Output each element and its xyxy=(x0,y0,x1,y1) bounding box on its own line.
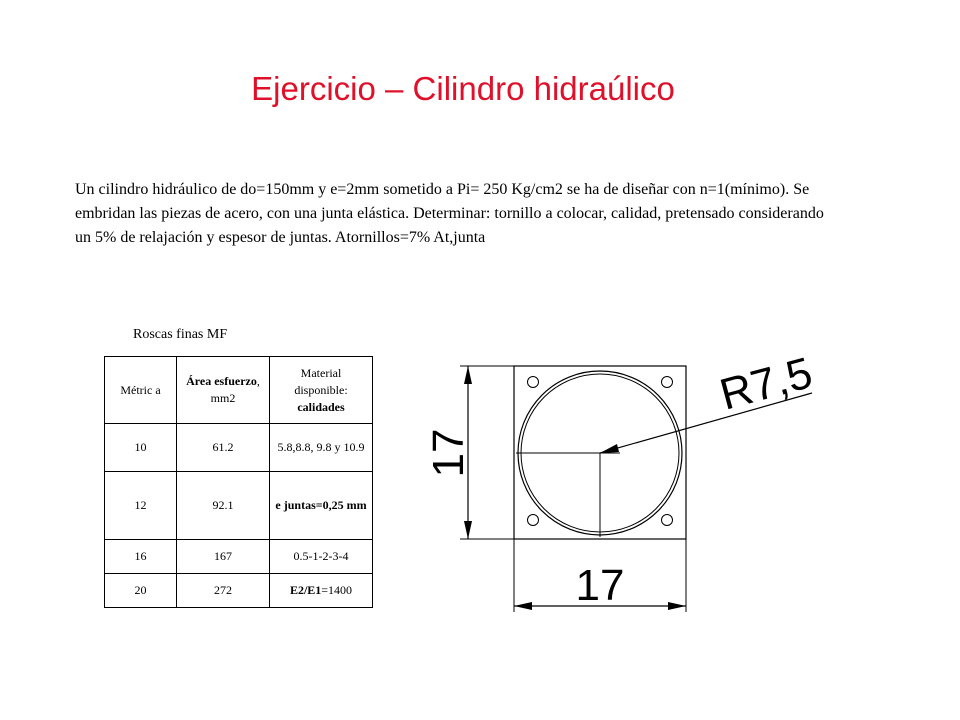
cell-area: 272 xyxy=(177,574,270,608)
header-area-unit: , mm2 xyxy=(210,374,260,405)
dim-label-horizontal: 17 xyxy=(575,561,625,610)
bolt-hole xyxy=(662,515,673,526)
cell-metric: 20 xyxy=(105,574,177,608)
slide-title: Ejercicio – Cilindro hidraúlico xyxy=(251,70,675,107)
cell-area: 167 xyxy=(177,540,270,574)
cell-material: e juntas=0,25 mm xyxy=(270,472,373,540)
dim-arrowhead xyxy=(464,366,472,384)
table-caption: Roscas finas MF xyxy=(133,327,228,342)
header-metric: Métric a xyxy=(105,357,177,424)
cell-metric: 16 xyxy=(105,540,177,574)
cell-metric: 12 xyxy=(105,472,177,540)
header-material-bold: calidades xyxy=(297,399,345,414)
cell-material: 5.8,8.8, 9.8 y 10.9 xyxy=(270,424,373,472)
cell-metric: 10 xyxy=(105,424,177,472)
radius-arrowhead xyxy=(600,444,619,453)
bolt-hole xyxy=(528,515,539,526)
dim-arrowhead xyxy=(514,602,532,610)
bolt-hole xyxy=(662,377,673,388)
bolt-hole xyxy=(528,377,539,388)
dim-arrowhead xyxy=(464,521,472,539)
cell-material-bold: E2/E1 xyxy=(289,583,322,597)
header-material-text: Material disponible: xyxy=(294,365,348,397)
radius-label: R7,5 xyxy=(714,348,818,420)
problem-statement: Un cilindro hidráulico de do=150mm y e=2mm sometido a Pi= 250 Kg/cm2 se ha de diseñar con n=1(mínimo). Se embridan las piezas de acero, con una junta elástica. Determinar: tornillo a colocar, calidad, pretensado considerando un 5% de relajación y espesor de juntas. Atornillos=7% At,junta xyxy=(75,181,824,246)
cell-material: 0.5-1-2-3-4 xyxy=(270,540,373,574)
dim-label-vertical: 17 xyxy=(424,428,473,478)
cell-area: 61.2 xyxy=(177,424,270,472)
cell-area: 92.1 xyxy=(177,472,270,540)
dim-arrowhead xyxy=(668,602,686,610)
cell-material-text: =1400 xyxy=(321,583,353,597)
header-area-bold: Área esfuerzo xyxy=(186,374,257,388)
